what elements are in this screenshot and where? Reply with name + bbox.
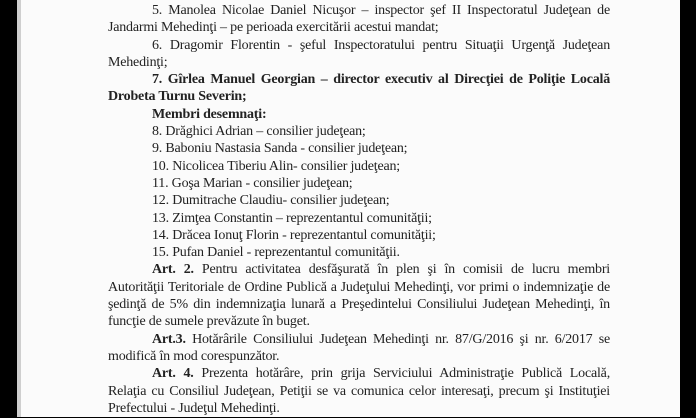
list-item-bold: 7. Gîrlea Manuel Georgian – director executiv al Direcţiei de Poliţie Locală Drobeta Turnu Severin; [108,72,610,105]
article-text: Pentru activitatea desfăşurată în plen şi în comisii de lucru membri Autorităţii Teritoriale de Ordine Publică a Judeţului Mehedinţi, vor primi o indemnizaţie de şedinţă de 5% din indemnizaţia lunară a Preşedintelui Consiliului Judeţean Mehedinţi, în funcţie de sumele prevăzute în buget. [108,262,610,330]
article-label: Art. 2. [152,262,194,278]
document-body [108,2,610,417]
member-item: 9. Baboniu Nastasia Sanda - consilier judeţean; [152,141,408,157]
member-item: 12. Dumitrache Claudiu- consilier judeţean; [152,193,390,209]
member-item: 15. Pufan Daniel - reprezentantul comunităţii. [152,245,400,261]
article-2 [108,261,610,330]
list-item: 5. Manolea Nicolae Daniel Nicuşor – inspector şef II Inspectoratul Judeţean de Jandarmi Mehedinţi – pe perioada exercitării acestui mandat; [108,3,610,36]
article-4 [108,365,610,417]
member-item: 13. Zimţea Constantin – reprezentantul comunităţii; [152,210,432,226]
article-text: Hotărârile Consiliului Judeţean Mehedinţi nr. 87/G/2016 şi nr. 6/2017 se modifică în mod corespunzător. [108,331,610,364]
document-page [17,0,680,417]
article-3 [108,331,610,366]
member-item: 14. Drăcea Ionuţ Florin - reprezentantul comunităţii; [152,227,436,243]
member-item: 11. Goşa Marian - consilier judeţean; [152,175,353,191]
article-text: Prezenta hotărâre, prin grija Serviciului Administraţie Publică Locală, Relaţia cu Consiliul Judeţean, Petiţii se va comunica celor interesaţi, precum şi Instituţiei Prefectului - Judeţul Mehedinţi. [108,366,610,416]
members-heading: Membri desemnaţi: [152,106,267,122]
list-item: 6. Dragomir Florentin - şeful Inspectoratului pentru Situaţii Urgenţă Judeţean Mehedinţi; [108,37,610,70]
article-label: Art.3. [152,331,186,347]
article-label: Art. 4. [152,366,194,382]
member-item: 8. Drăghici Adrian – consilier judeţean; [152,124,366,140]
member-item: 10. Nicolicea Tiberiu Alin- consilier judeţean; [152,158,400,174]
